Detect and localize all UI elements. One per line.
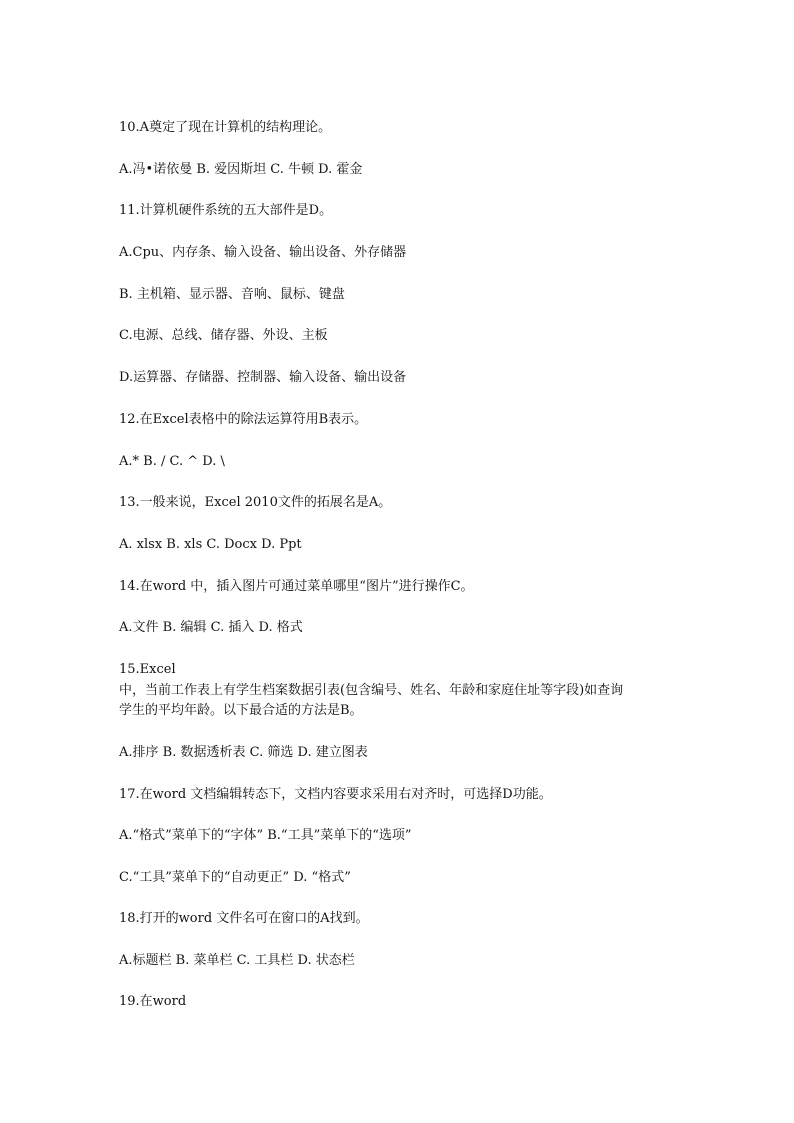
question-14-options: A.文件 B. 编辑 C. 插入 D. 格式 <box>119 620 303 635</box>
question-11-option-d: D.运算器、存储器、控制器、输入设备、输出设备 <box>119 370 407 385</box>
question-15-body-2: 学生的平均年龄。以下最合适的方法是B。 <box>119 703 363 718</box>
question-15-options: A.排序 B. 数据透析表 C. 筛选 D. 建立图表 <box>119 745 368 760</box>
question-10-options: A.冯•诺依曼 B. 爱因斯坦 C. 牛顿 D. 霍金 <box>119 162 363 177</box>
question-18-options: A.标题栏 B. 菜单栏 C. 工具栏 D. 状态栏 <box>119 953 355 968</box>
question-11-option-a: A.Cpu、内存条、输入设备、输出设备、外存储器 <box>119 245 407 260</box>
question-15: 15.Excel <box>119 662 176 677</box>
question-19: 19.在word <box>119 994 187 1009</box>
question-17-options-cd: C.“工具”菜单下的“自动更正” D. “格式” <box>119 870 351 885</box>
question-10: 10.A奠定了现在计算机的结构理论。 <box>119 120 332 135</box>
question-15-body-1: 中，当前工作表上有学生档案数据引表(包含编号、姓名、年龄和家庭住址等字段)如查询 <box>119 683 624 698</box>
question-11: 11.计算机硬件系统的五大部件是D。 <box>119 203 333 218</box>
question-14: 14.在word 中，插入图片可通过菜单哪里“图片”进行操作C。 <box>119 579 474 594</box>
question-13: 13.一般来说，Excel 2010文件的拓展名是A。 <box>119 495 392 510</box>
question-17: 17.在word 文档编辑转态下，文档内容要求采用右对齐时，可选择D功能。 <box>119 787 552 802</box>
question-11-option-b: B. 主机箱、显示器、音响、鼠标、键盘 <box>119 287 345 302</box>
question-11-option-c: C.电源、总线、储存器、外设、主板 <box>119 328 328 343</box>
question-18: 18.打开的word 文件名可在窗口的A找到。 <box>119 911 369 926</box>
question-12: 12.在Excel表格中的除法运算符用B表示。 <box>119 412 368 427</box>
question-17-options-ab: A.“格式”菜单下的“字体” B.“工具”菜单下的“选项” <box>119 828 412 843</box>
question-13-options: A. xlsx B. xls C. Docx D. Ppt <box>119 537 302 552</box>
question-12-options: A.* B. / C. ^ D. \ <box>119 454 225 469</box>
